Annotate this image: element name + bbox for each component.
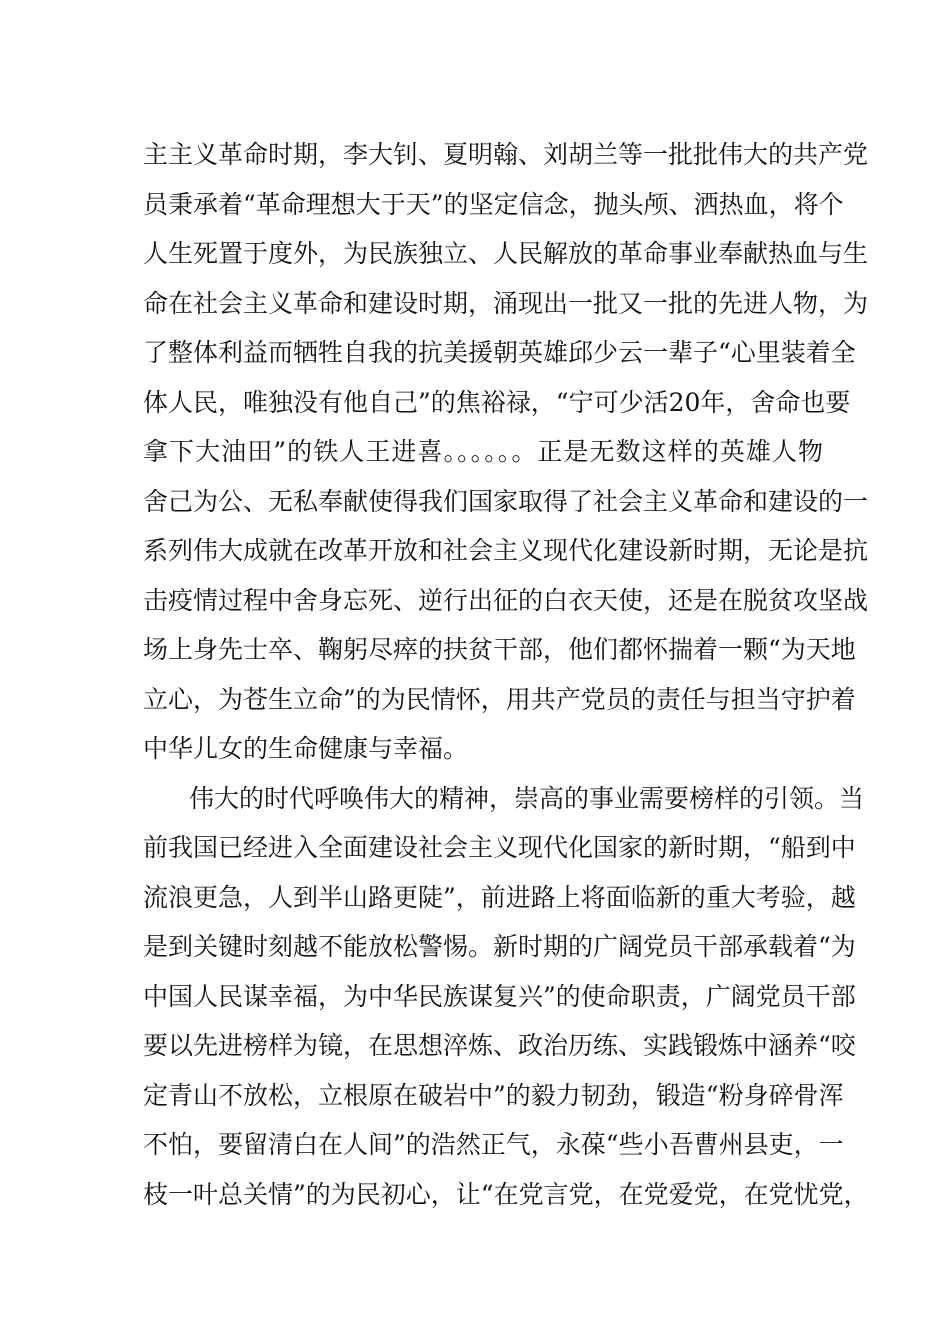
text-line: 中华儿女的生命健康与幸福。 — [143, 734, 469, 763]
text-line: 枝一叶总关情”的为民初心，让“在党言党，在党爱党，在党忧党， — [143, 1179, 869, 1209]
text-line: 拿下大油田”的铁人王进喜。。。。。。正是无数这样的英雄人物 — [143, 437, 823, 466]
text-line: 人生死置于度外，为民族独立、人民解放的革命事业奉献热血与生 — [143, 239, 869, 268]
text-line: 员秉承着“革命理想大于天”的坚定信念，抛头颅、洒热血，将个 — [143, 189, 844, 219]
text-line: 是到关键时刻越不能放松警惕。新时期的广阔党员干部承载着“为 — [143, 932, 856, 961]
paragraph-1 — [143, 130, 869, 774]
text-line: 场上身先士卒、鞠躬尽瘁的扶贫干部，他们都怀揣着一颗“为天地 — [143, 635, 856, 664]
text-line: 流浪更急，人到半山路更陡”，前进路上将面临新的重大考验，越 — [143, 882, 856, 912]
text-line: 击疫情过程中舍身忘死、逆行出征的白衣天使，还是在脱贫攻坚战 — [143, 585, 869, 615]
text-line: 中国人民谋幸福，为中华民族谋复兴”的使命职责，广阔党员干部 — [143, 981, 856, 1011]
text-line: 体人民，唯独没有他自己”的焦裕禄，“宁可少活20年，舍命也要 — [143, 387, 851, 417]
body-text — [143, 130, 869, 1219]
text-line: 定青山不放松，立根原在破岩中”的毅力韧劲，锻造“粉身碎骨浑 — [143, 1080, 844, 1110]
text-line: 命在社会主义革命和建设时期，涌现出一批又一批的先进人物，为 — [143, 288, 869, 318]
text-line: 不怕，要留清白在人间”的浩然正气，永葆“些小吾曹州县吏，一 — [143, 1130, 844, 1159]
text-line: 要以先进榜样为镜，在思想淬炼、政治历练、实践锻炼中涵养“咬 — [143, 1031, 856, 1060]
text-line: 立心，为苍生立命”的为民情怀，用共产党员的责任与担当守护着 — [143, 684, 856, 714]
text-line: 舍己为公、无私奉献使得我们国家取得了社会主义革命和建设的一 — [143, 486, 869, 516]
paragraph-2 — [143, 774, 869, 1220]
text-line: 系列伟大成就在改革开放和社会主义现代化建设新时期，无论是抗 — [143, 536, 869, 565]
text-line: 伟大的时代呼唤伟大的精神，崇高的事业需要榜样的引领。当 — [189, 783, 865, 813]
text-line: 前我国已经进入全面建设社会主义现代化国家的新时期，“船到中 — [143, 833, 856, 862]
text-line: 了整体利益而牺牲自我的抗美援朝英雄邱少云一辈子“心里装着全 — [143, 338, 856, 367]
text-line: 主主义革命时期，李大钊、夏明翰、刘胡兰等一批批伟大的共产党 — [143, 140, 869, 169]
